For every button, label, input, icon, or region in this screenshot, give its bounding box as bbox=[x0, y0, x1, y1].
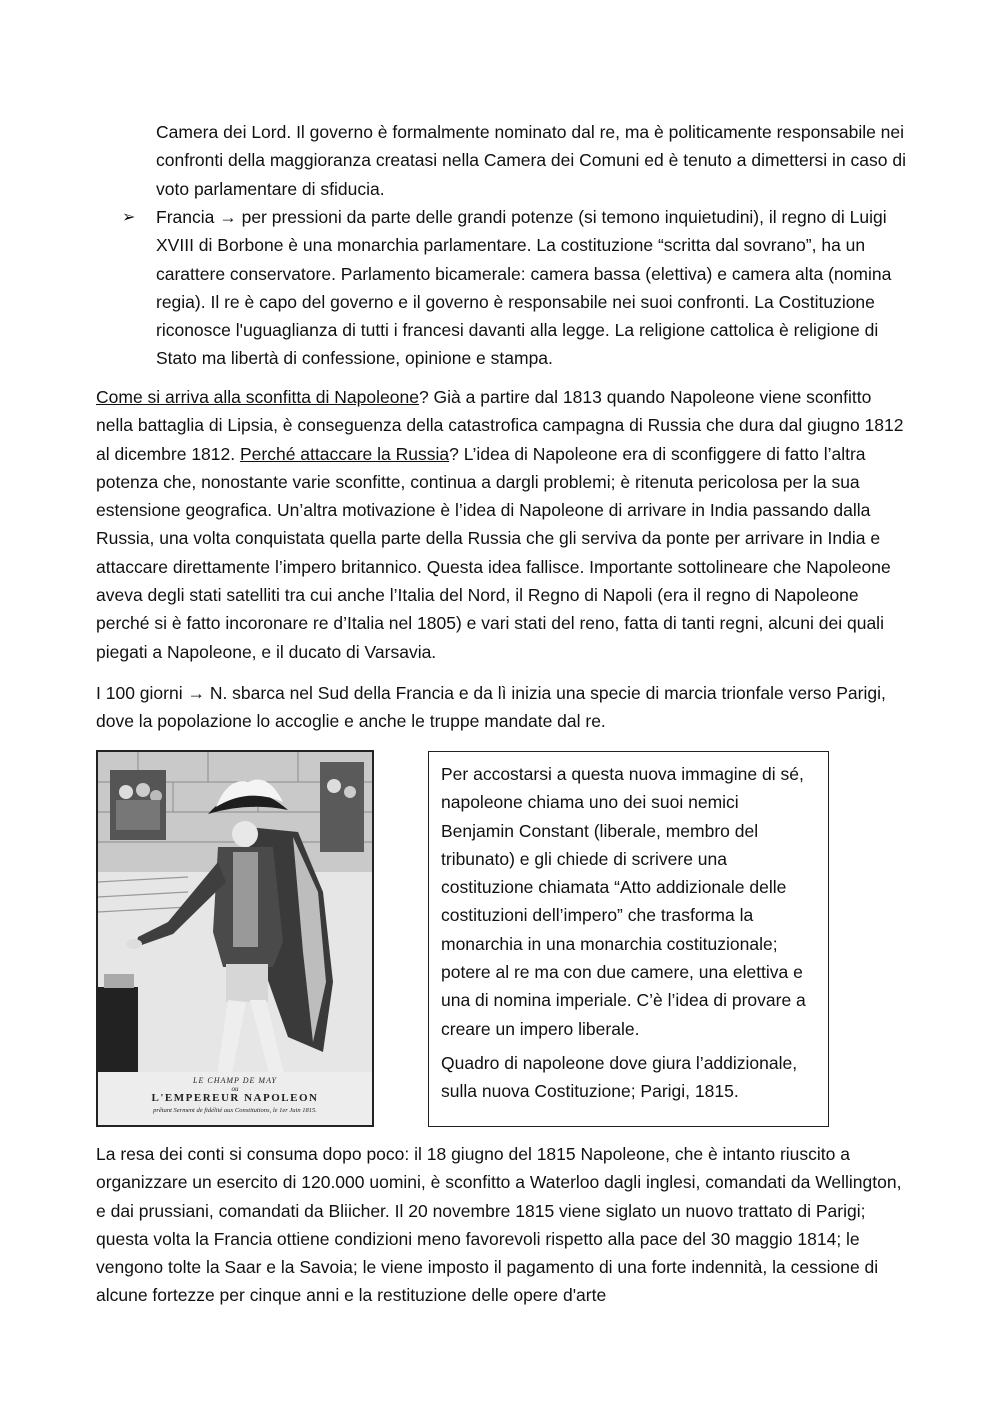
napoleon-illustration bbox=[98, 752, 372, 1125]
paragraph-100-giorni-text: N. sbarca nel Sud della Francia e da lì inizia una specie di marcia trionfale verso Parigi, dove la popolazione lo accoglie e anche le truppe mandate dal re. bbox=[96, 683, 886, 732]
paragraph-sconfitta-text-2: ? L’idea di Napoleone era di sconfiggere di fatto l’altra potenza che, nonostante varie sconfitte, continua a dargli problemi; è ritenuta pericolosa per la sua estensione geografica. Un’altra motivazione è l’idea di Napoleone di arrivare in India passando dalla Russia, una volta conquistata quella parte della Russia che gli serviva da ponte per arrivare in India e attaccare direttamente l’impero britannico. Questa idea fallisce. Importante sottolineare che Napoleone aveva degli stati satelliti tra cui anche l’Italia del Nord, il Regno di Napoli (era il regno di Napoleone perché si è fatto incoronare re d’Italia nel 1805) e vari stati del reno, fatta di tanti regni, alcuni dei quali piegati a Napoleone, e il ducato di Varsavia. bbox=[96, 443, 891, 662]
napoleon-engraving-image bbox=[96, 750, 374, 1127]
label-100-giorni: I 100 giorni bbox=[96, 683, 188, 703]
box-paragraph-2: Quadro di napoleone dove giura l’addizionale, sulla nuova Costituzione; Parigi, 1815. bbox=[441, 1052, 798, 1102]
engraving-caption-title: LE CHAMP DE MAY bbox=[193, 1076, 277, 1085]
paragraph-sconfitta bbox=[96, 383, 904, 666]
francia-label: Francia bbox=[156, 207, 215, 227]
francia-text: per pressioni da parte delle grandi potenze (si temono inquietudini), il regno di Luigi XVIII di Borbone è una monarchia parlamentare. La costituzione “scritta dal sovrano”, ha un carattere conservatore. Parlamento bicamerale: camera bassa (elettiva) e camera alta (nomina regia). Il re è capo del governo e il governo è responsabile nei suoi confronti. La Costituzione riconosce l'uguaglianza di tutti i francesi davanti alla legge. La religione cattolica è religione di Stato ma libertà di confessione, opinione e stampa. bbox=[156, 207, 892, 369]
paragraph-100-giorni bbox=[96, 679, 904, 736]
box-paragraph-1: Per accostarsi a questa nuova immagine di sé, napoleone chiama uno dei suoi nemici Benjamin Constant (liberale, membro del tribunato) e gli chiede di scrivere una costituzione chiamata “Atto addizionale delle costituzioni dell’impero” che trasforma la monarchia in una monarchia costituzionale; potere al re ma con due camere, una elettiva e una di nomina imperiale. C’è l’idea di provare a creare un impero liberale. bbox=[441, 764, 806, 1039]
paragraph-waterloo bbox=[96, 1140, 904, 1310]
paragraph-waterloo-text: La resa dei conti si consuma dopo poco: il 18 giugno del 1815 Napoleone, che è intanto riuscito a organizzare un esercito di 120.000 uomini, è sconfitto a Waterloo dagli inglesi, comandati da Wellington, e dai prussiani, comandati da Bliicher. Il 20 novembre 1815 viene siglato un nuovo trattato di Parigi; questa volta la Francia ottiene condizioni meno favorevoli rispetto alla pace del 30 maggio 1814; le vengono tolte la Saar e la Savoia; le viene imposto il pagamento di una forte indennità, la cessione di alcune fortezze per cinque anni e la restituzione delle opere d'arte bbox=[96, 1144, 902, 1306]
list-item-francia bbox=[156, 203, 916, 373]
engraving-caption-ou: ou bbox=[231, 1085, 239, 1093]
bullet-marker: ➢ bbox=[122, 209, 136, 226]
list-continuation: Camera dei Lord. Il governo è formalmente nominato dal re, ma è politicamente responsabile nei confronti della maggioranza creatasi nella Camera dei Comuni ed è tenuto a dimettersi in caso di voto parlamentare di sfiducia. bbox=[156, 122, 906, 199]
arrow-icon: → bbox=[219, 207, 237, 227]
engraving-caption-name: L'EMPEREUR NAPOLEON bbox=[151, 1092, 319, 1104]
question-russia: Perché attaccare la Russia bbox=[239, 443, 450, 464]
engraving-caption-subtitle: prêtant Serment de fidélité aux Constitutions, le 1er Juin 1815. bbox=[153, 1107, 317, 1114]
paragraph-sconfitta-text-1: ? Già a partire dal 1813 quando Napoleone viene sconfitto nella battaglia di Lipsia, è conseguenza della catastrofica campagna di Russia che dura dal giugno 1812 al dicembre 1812. bbox=[96, 387, 904, 464]
arrow-icon: → bbox=[187, 683, 205, 703]
constitution-text-box bbox=[428, 751, 829, 1127]
question-sconfitta: Come si arriva alla sconfitta di Napoleone bbox=[96, 387, 419, 407]
